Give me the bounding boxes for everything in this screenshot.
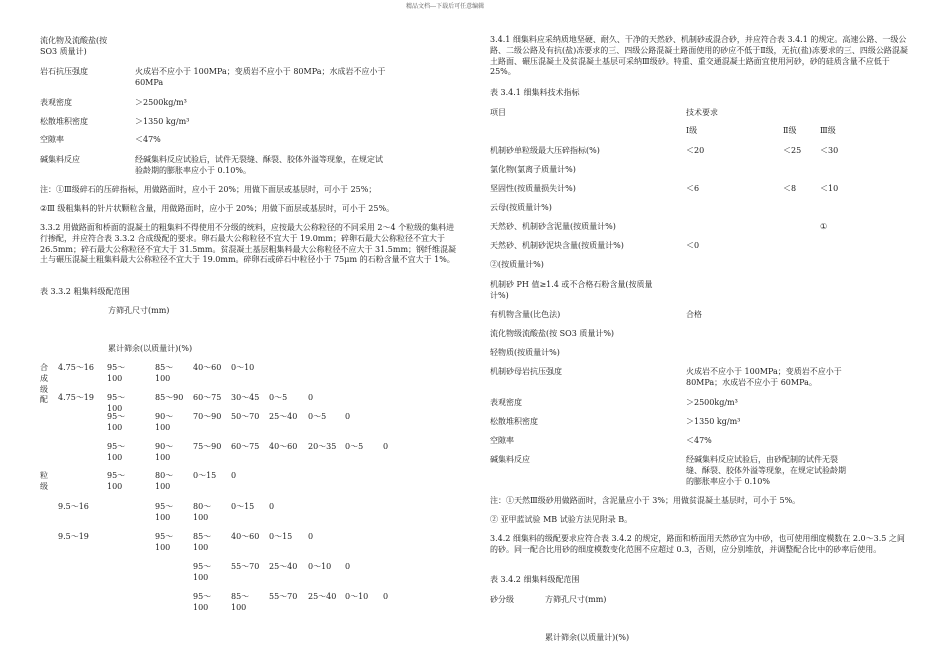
table-cell: 0	[345, 412, 351, 421]
prop-value: 经碱集料反应试验后，试件无裂缝、酥裂、胶体外溢等现象，在规定试	[135, 155, 383, 164]
sieve-size-label: 方筛孔尺寸(mm)	[545, 595, 607, 604]
grade-1-value: ＜0	[686, 241, 700, 250]
grade-2-header: Ⅱ级	[783, 126, 797, 135]
bulk-density-value: ＞1350 kg/m³	[686, 417, 741, 426]
grade-3-value: ①	[820, 222, 828, 231]
intro-line-2: SO3 质量计)	[40, 47, 87, 56]
void-label: 空隙率	[490, 436, 514, 445]
table-cell: 85～100	[155, 363, 174, 383]
intro-line-1: 流化物及流酸盐(按	[40, 36, 108, 45]
prop-name: 岩石抗压强度	[40, 67, 88, 76]
table-cell: 0	[308, 393, 314, 402]
alkali-label: 碱集料反应	[490, 455, 530, 464]
prop-value: 火成岩不应小于 100MPa；变质岩不应小于 80MPa；水成岩不应小于	[135, 67, 386, 76]
table-cell: 0～5	[269, 393, 288, 402]
paragraph-3-4-2: 3.4.2 细集料的级配要求应符合表 3.4.2 的规定，路面和桥面用天然砂宜为中砂，也可使用细度模数在 2.0～3.5 之间的砂。同一配合比用砂的细度模数变化范围不应超过 0.3，否则，应分别堆放，并调整配合比中的砂率后使用。	[490, 534, 905, 554]
row-label: 云母(按质量计%)	[490, 203, 552, 212]
table-cell: 50～70	[231, 412, 260, 421]
prop-value: 验龄期的膨胀率应小于 0.10%。	[135, 166, 251, 175]
table-cell: 80～100	[155, 471, 174, 491]
note-1: 注：①Ⅲ级碎石的压碎指标，用做路面时，应小于 20%；用做下面层或基层时，可小于 25%；	[40, 185, 377, 194]
table-cell: 25～40	[269, 562, 298, 571]
alkali-value-cont: 缝、酥裂、胶体外溢等现象，在规定试验龄期	[686, 466, 846, 475]
table-cell: 60～75	[231, 442, 260, 451]
table-cell: 0～10	[345, 592, 369, 601]
table-cell: 0	[383, 442, 389, 451]
density-label: 表观密度	[490, 398, 522, 407]
row-grade-size: 9.5～16	[58, 502, 89, 511]
table-title: 表 3.3.2 粗集料级配范围	[40, 287, 130, 296]
ph-label: 机制砂 PH 值≥1.4 或不合格石粉含量(按质量	[490, 280, 653, 289]
prop-value: 60MPa	[135, 78, 164, 87]
prop-value: ＞2500kg/m³	[135, 98, 187, 107]
table-cell: 90～100	[155, 442, 174, 462]
group-label-single: 粒级	[40, 471, 48, 491]
organic-value: 合格	[686, 310, 702, 319]
row-grade-size: 4.75～16	[58, 363, 94, 372]
table-cell: 75～90	[193, 442, 222, 451]
grade-1-value: ＜6	[686, 184, 700, 193]
density-value: ＞2500kg/m³	[686, 398, 738, 407]
table-cell: 0～15	[193, 471, 217, 480]
table-cell: 30～45	[231, 393, 260, 402]
alkali-value: 经碱集料反应试验后，由砂配制的试件无裂	[686, 455, 838, 464]
table-cell: 95～100	[193, 592, 212, 612]
table-title: 表 3.4.1 细集料技术指标	[490, 88, 580, 97]
rock-strength-label: 机制砂母岩抗压强度	[490, 367, 562, 376]
row-grade-size: 9.5～19	[58, 532, 89, 541]
table-cell: 95～100	[155, 532, 174, 552]
row-label: 氯化物(氯离子质量计%)	[490, 165, 576, 174]
sand-grade-label: 砂分级	[490, 595, 514, 604]
column-header-item: 项目	[490, 108, 506, 117]
grade-1-value: ＜20	[686, 146, 705, 155]
row-grade-size: 4.75～19	[58, 393, 94, 402]
table-cell: 20～35	[308, 442, 337, 451]
table-cell: 0～10	[231, 363, 255, 372]
table-cell: 95～100	[107, 412, 126, 432]
table-cell: 55～70	[269, 592, 298, 601]
grade-3-value: ＜10	[820, 184, 839, 193]
table-cell: 0～5	[345, 442, 364, 451]
table-cell: 85～90	[155, 393, 184, 402]
paragraph-3-4-1: 3.4.1 细集料应采纳质地坚硬、耐久、干净的天然砂、机制砂或混合砂，并应符合表 3.4.1 的规定。高速公路、一级公路、二级公路及有抗(盐)冻要求的三、四级公路混凝土路面使用的砂应不低于Ⅱ级，无抗(盐)冻要求的三、四级公路混凝土路面、碾压混凝土及贫混凝土基层可采纳Ⅲ级砂。特重、重交通混凝土路面宜使用河砂，砂的硅质含量不应低于 25%。	[490, 35, 908, 77]
table-cell: 0～15	[269, 532, 293, 541]
table-cell: 0	[308, 532, 314, 541]
table-cell: 25～40	[308, 592, 337, 601]
table-cell: 25～40	[269, 412, 298, 421]
table-cell: 0～5	[308, 412, 327, 421]
void-value: ＜47%	[686, 436, 712, 445]
rock-strength-value-cont: 80MPa；水成岩不应小于 60MPa。	[686, 378, 817, 387]
alkali-value-cont: 的膨胀率应小于 0.10%	[686, 477, 770, 486]
table-cell: 0	[269, 502, 275, 511]
note-2: ② 亚甲蓝试验 MB 试验方法见附录 B。	[490, 515, 633, 524]
table-cell: 95～100	[107, 442, 126, 462]
note-1: 注：①天然Ⅲ级砂用做路面时，含泥量应小于 3%；用做贫混凝土基层时，可小于 5%。	[490, 496, 801, 505]
row-label: 坚固性(按质量损失计%)	[490, 184, 576, 193]
cumulative-label: 累计筛余(以质量计)(%)	[108, 344, 193, 353]
table-cell: 95～100	[107, 471, 126, 491]
sulfide-label: 流化物级流酸盐(按 SO3 质量计%)	[490, 329, 615, 338]
prop-value: ＜47%	[135, 135, 161, 144]
table-cell: 80～100	[193, 502, 212, 522]
table-cell: 95～100	[107, 393, 126, 413]
grade-2-value: ＜8	[783, 184, 797, 193]
grade-3-header: Ⅲ级	[820, 126, 836, 135]
group-label-synthetic: 合成级配	[40, 363, 48, 405]
prop-name: 松散堆积密度	[40, 117, 88, 126]
cumulative-label: 累计筛余(以质量计)(%)	[545, 633, 630, 642]
sieve-size-label: 方筛孔尺寸(mm)	[108, 306, 170, 315]
paragraph-3-3-2: 3.3.2 用做路面和桥面的混凝土的粗集料不得使用不分级的统料，应按最大公称粒径的不同采用 2～4 个粒级的集料进行掺配，并应符合表 3.3.2 合成级配的要求。卵石最大公称粒径不宜大于 19.0mm；碎卵石最大公称粒径不宜大于 26.5mm；碎石最大公称粒径不宜大于 31.5mm。贫混凝土基层粗集料最大公称粒径不应大于 31.5mm；钢纤维混凝土与碾压混凝土粗集料最大公称粒径不宜大于 19.0mm。碎卵石或碎石中粒径小于 75μm 的石粉含量不宜大于 1%。	[40, 223, 457, 265]
grade-1-header: Ⅰ级	[686, 126, 698, 135]
table-cell: 55～70	[231, 562, 260, 571]
table-cell: 85～100	[231, 592, 250, 612]
column-header-requirement: 技术要求	[686, 108, 718, 117]
table-cell: 95～100	[193, 562, 212, 582]
row-label: 天然砂、机制砂泥块含量(按质量计%)	[490, 241, 624, 250]
table-cell: 0	[231, 471, 237, 480]
note-2: ②Ⅲ 级粗集料的针片状颗粒含量，用做路面时，应小于 20%；用做下面层或基层时，可小于 25%。	[40, 204, 395, 213]
table-cell: 95～100	[155, 502, 174, 522]
grade-2-value: ＜25	[783, 146, 802, 155]
table-title: 表 3.4.2 细集料级配范围	[490, 575, 580, 584]
page-header: 精品文档---下载后可任意编辑	[406, 3, 485, 10]
table-cell: 0～15	[231, 502, 255, 511]
table-cell: 85～100	[193, 532, 212, 552]
table-cell: 40～60	[193, 363, 222, 372]
table-cell: 0	[383, 592, 389, 601]
rock-strength-value: 火成岩不应小于 100MPa；变质岩不应小于	[686, 367, 842, 376]
table-cell: 0～10	[308, 562, 332, 571]
row-label: 天然砂、机制砂含泥量(按质量计%)	[490, 222, 616, 231]
prop-value: ＞1350 kg/m³	[135, 117, 190, 126]
prop-name: 空隙率	[40, 135, 64, 144]
organic-label: 有机物含量(比色法)	[490, 310, 561, 319]
bulk-density-label: 松散堆积密度	[490, 417, 538, 426]
grade-3-value: ＜30	[820, 146, 839, 155]
row-label: 机制砂单粒级最大压碎指标(%)	[490, 146, 600, 155]
prop-name: 碱集料反应	[40, 155, 80, 164]
prop-name: 表观密度	[40, 98, 72, 107]
table-cell: 0	[345, 562, 351, 571]
table-cell: 70～90	[193, 412, 222, 421]
light-matter-label: 轻物质(按质量计%)	[490, 348, 560, 357]
row-label: ②(按质量计%)	[490, 260, 544, 269]
ph-label-cont: 计%)	[490, 291, 509, 300]
table-cell: 40～60	[269, 442, 298, 451]
table-cell: 40～60	[231, 532, 260, 541]
table-cell: 90～100	[155, 412, 174, 432]
table-cell: 95～100	[107, 363, 126, 383]
table-cell: 60～75	[193, 393, 222, 402]
